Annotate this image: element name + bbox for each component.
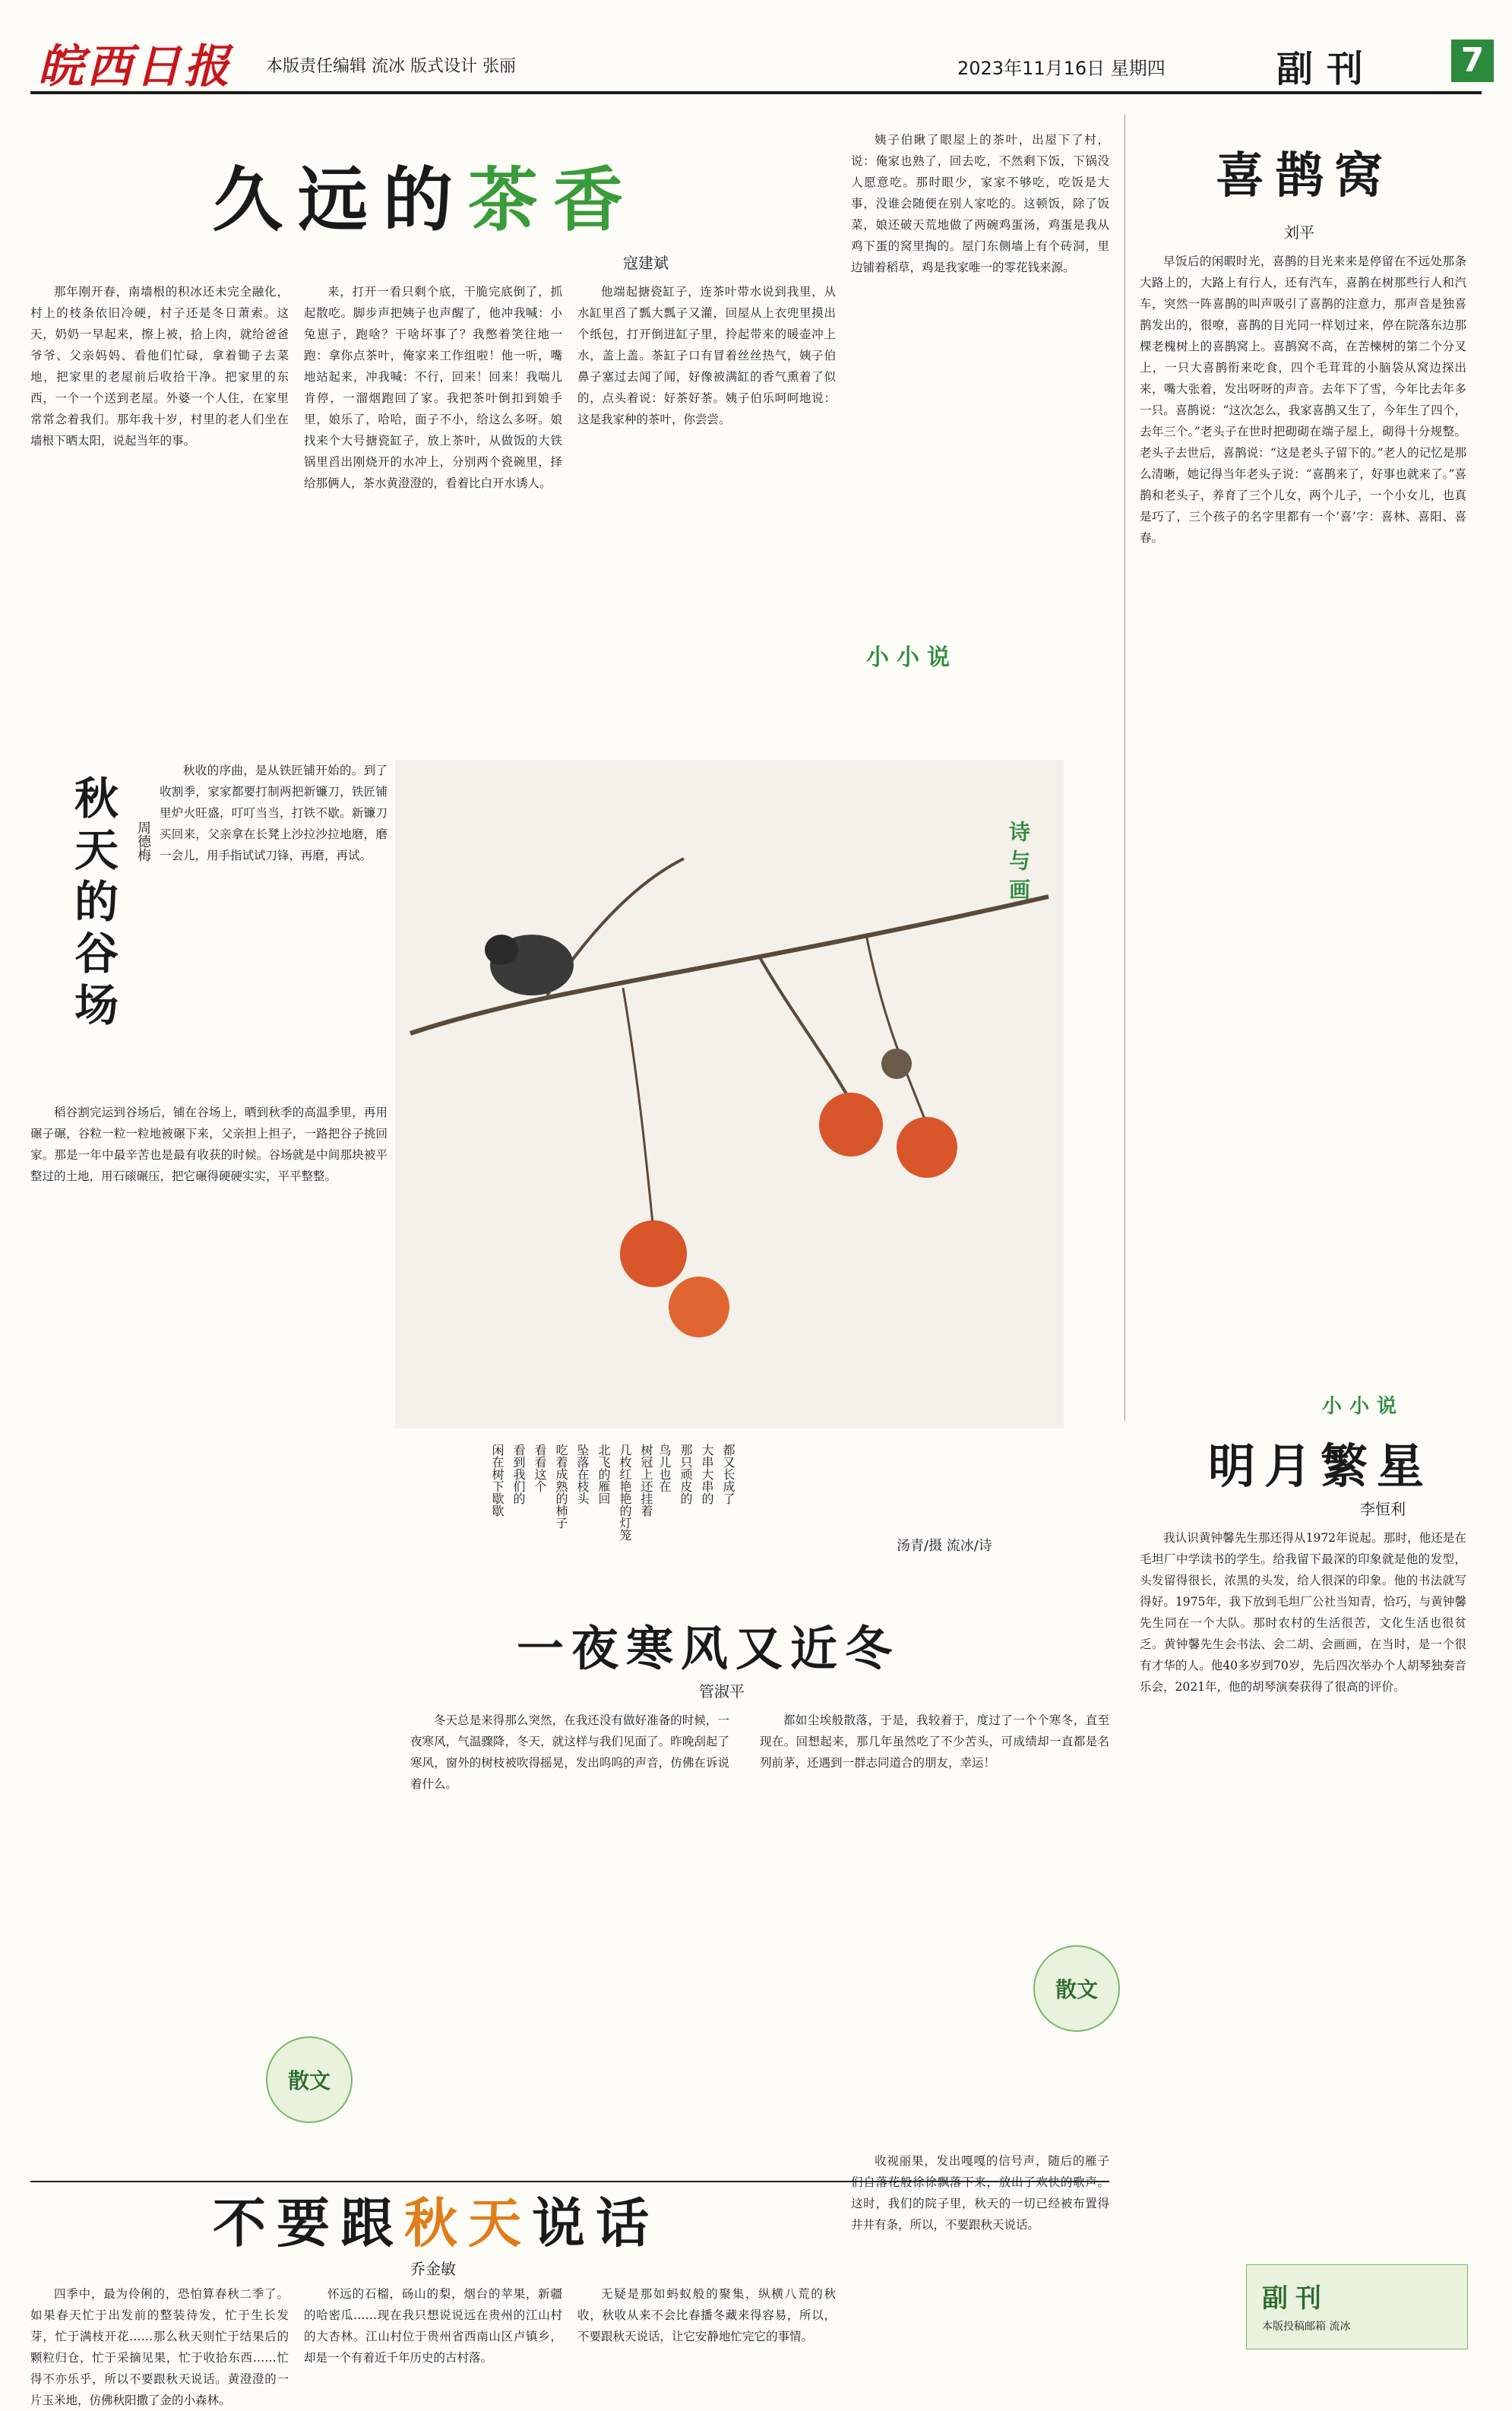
xique-body (1140, 251, 1466, 1383)
nobody-column-3 (577, 2283, 836, 2359)
masthead (30, 23, 1485, 94)
xique-byline: 刘平 (1284, 223, 1314, 242)
winter-column-2 (760, 1710, 1109, 2128)
xique-text: 早饭后的闲暇时光，喜鹊的目光来来是停留在不远处那条大路上的，大路上有行人，还有汽车，喜鹊在树那些行人和汽车，突然一阵喜鹊的叫声吸引了喜鹊的注意力，那声音是独喜鹊发出的，很嘹，喜鹊的目光同一样划过来，停在院落东边那棵老槐树上的喜鹊窝上。喜鹊窝不高，在苦楝树的第二个分叉上，一只大喜鹊衔来吃食，四个毛茸茸的小脑袋从窝边探出来，嘴大张着，发出呀呀的声音。去年下了雪，今年比去年多一只。喜鹊说：“这次怎么，我家喜鹊又生了，今年生了四个，去年三个。”老头子在世时把砌砌在端子屋上，砌得十分规整。老头子去世后，喜鹊说：“这是老头子留下的。”老人的记忆是那么清晰，她记得当年老头子说：“喜鹊来了，好事也就来了。”喜鹊和老头子，养育了三个儿女，两个儿子，一个小女儿，也真是巧了，三个孩子的名字里都有一个‘喜’字：喜林、喜阳、喜春。 (1140, 255, 1466, 545)
newspaper-logo: 皖西日报 (38, 40, 232, 93)
autumn-text-1: 秋收的序曲，是从铁匠铺开始的。到了收割季，家家都要打制两把新镰刀，铁匠铺里炉火旺盛，叮叮当当，打铁不歇。新镰刀买回来，父亲拿在长凳上沙拉沙拉地磨，磨一会儿，用手指试试刀锋，再磨，再试。 (160, 764, 387, 862)
tea-column-4 (851, 129, 1109, 615)
persimmon-illustration (395, 760, 1064, 1429)
poem-line: 闲在树下歇歇 (490, 1444, 505, 1517)
xique-title: 喜鹊窝 (1216, 147, 1393, 204)
poem-line: 鸟儿也在 (657, 1444, 672, 1492)
fukan-footer-title: 副刊 (1262, 2283, 1329, 2314)
moon-body (1140, 1527, 1466, 2348)
poem-line: 看看这个 (533, 1444, 547, 1492)
tea-text-4: 姨子伯瞅了眼屋上的茶叶，出屋下了村，说：俺家也熟了，回去吃，不然剩下饭，下锅没人愿意吃。那时眼少，家家不够吃，吃饭是大事，没谁会随便在别人家吃的。这顿饭，除了饭菜，娘还破天荒地做了两碗鸡蛋汤，鸡蛋是我从鸡下蛋的窝里掏的。屋门东侧墙上有个砖洞，里边铺着稻草，鸡是我家唯一的零花钱来源。 (851, 133, 1109, 274)
small-story-badge-2: 小小说 (1322, 1395, 1405, 1418)
section-name: 副刊 (1276, 48, 1378, 90)
poem-line: 都又长成了 (721, 1444, 735, 1505)
nobody-text-3: 无疑是那如蚂蚁般的聚集，纵横八荒的秋收，秋收从来不会比春播冬藏来得容易，所以，不要跟秋天说话，让它安静地忙完它的事情。 (577, 2287, 836, 2343)
small-story-badge: 小小说 (866, 644, 957, 671)
essay-badge-2 (1033, 1945, 1120, 2032)
nobody-column-2 (304, 2283, 562, 2365)
fukan-footer-box (1246, 2264, 1468, 2349)
poem-line: 看到我们的 (511, 1444, 526, 1505)
poem-line: 北飞的雁回 (596, 1444, 611, 1505)
poem-credit: 汤青/摄 流冰/诗 (897, 1538, 992, 1554)
winter-text-2: 都如尘埃般散落，于是，我较着于，度过了一个个寒冬，直至现在。回想起来，那几年虽然吃了不少苦头，可成绩却一直都是名列前茅，还遇到一群志同道合的朋友，幸运！ (760, 1713, 1109, 1770)
autumn-byline: 周德梅 (135, 821, 151, 862)
winter-title: 一夜寒风又近冬 (517, 1621, 900, 1676)
nobody-title (213, 2181, 660, 2258)
nobody-column-1 (30, 2283, 289, 2407)
autumn-column-2 (30, 1102, 387, 1527)
tea-text-2: 来，打开一看只剩个底，干脆完底倒了，抓起散吃。脚步声把姨子也声醒了，他冲我喊：小兔崽子，跑啥？干啥坏事了？我憋着笑往地一跑：拿你点茶叶，俺家来工作组啦！他一听，嘴地站起来，冲我喊：不行，回来！回来！我喘儿肯停，一溜烟跑回了家。我把茶叶倒扣到娘手里，娘乐了，哈哈，面子不小，给这么多呀。娘找来个大号搪瓷缸子，放上茶叶，从做饭的大铁锅里舀出刚烧开的水冲上，分别两个瓷碗里，择给那俩人，茶水黄澄澄的，看着比白开水诱人。 (304, 285, 562, 490)
tea-title-part-a: 久远的 (213, 159, 469, 241)
nobody-title-b: 秋天 (404, 2191, 532, 2254)
fukan-footer-email: 本版投稿邮箱 流冰 (1262, 2321, 1351, 2333)
tea-column-3 (577, 281, 836, 752)
moon-title: 明月繁星 (1208, 1438, 1434, 1494)
poem-line: 树冠上还挂着 (639, 1444, 653, 1517)
editor-info: 本版责任编辑 流冰 版式设计 张丽 (266, 57, 516, 76)
poem-line: 大串大串的 (700, 1444, 714, 1505)
poem-line: 那只顽皮的 (679, 1444, 693, 1505)
tea-byline: 寇建斌 (623, 254, 669, 272)
poem-block-1 (486, 1444, 656, 1611)
essay-badge-label: 散文 (287, 2068, 331, 2093)
moon-text: 我认识黄钟馨先生那还得从1972年说起。那时，他还是在毛坦厂中学读书的学生。给我留下最深的印象就是他的发型，头发留得很长，浓黑的头发，给人很深的印象。他的书法就写得好。1975年，我下放到毛坦厂公社当知青，恰巧，与黄钟馨先生同在一个大队。那时农村的生活很苦，文化生活也很贫乏。黄钟馨先生会书法、会二胡、会画画，在当时，是一个很有才华的人。他40多岁到70岁，先后四次举办个人胡琴独奏音乐会，2021年，他的胡琴演奏获得了很高的评价。 (1140, 1531, 1466, 1694)
autumn-column-1 (160, 760, 387, 1094)
tea-text-3: 他端起搪瓷缸子，连茶叶带水说到我里，从水缸里舀了瓢大瓢子又灌，回屋从上衣兜里摸出个纸包，打开倒进缸子里，拎起带来的暖壶冲上水，盖上盖。茶缸子口有冒着丝丝热气，姨子伯鼻子塞过去闻了闻，好像被满缸的香气熏着了似的，点头着说：好茶好茶。姨子伯乐呵呵地说：这是我家种的茶叶，你尝尝。 (577, 285, 836, 426)
page-number: 7 (1451, 40, 1494, 82)
autumn-text-2: 稻谷割完运到谷场后，铺在谷场上，晒到秋季的高温季里，再用碾子碾，谷粒一粒一粒地被碾下来，父亲担上担子，一路把谷子挑回家。那是一年中最辛苦也是最有收获的时候。谷场就是中间那块被平整过的土地，用石磙碾压，把它碾得硬硬实实，平平整整。 (30, 1106, 387, 1183)
winter-text-1: 冬天总是来得那么突然，在我还没有做好准备的时候，一夜寒风，气温骤降，冬天，就这样与我们见面了。昨晚刮起了寒风，窗外的树枝被吹得摇晃，发出呜呜的声音，仿佛在诉说着什么。 (410, 1713, 729, 1791)
tea-text-1: 那年刚开春，南墙根的积冰还未完全融化，村上的枝条依旧冷硬，村子还是冬日萧索。这天，奶奶一早起来，擦上被，拾上肉，就给爸爸爷爷、父亲妈妈、看他们忙碌，拿着锄子去菜地，把家里的老屋前后收拾干净。把家里的东西，一个一个送到老屋。外婆一个人住，在家里常常念着我们。那年我十岁，村里的老人们坐在墙根下晒太阳，说起当年的事。 (30, 285, 289, 448)
moon-byline: 李恒利 (1360, 1500, 1406, 1518)
persimmon-3 (620, 1220, 687, 1287)
poem-line: 吃着成熟的柿子 (554, 1444, 568, 1529)
nobody-text-2: 怀远的石榴，砀山的梨，烟台的苹果，新疆的哈密瓜……现在我只想说说远在贵州的江山村的大杏林。江山村位于贵州省西南山区卢镇乡，却是一个有着近千年历史的古村落。 (304, 2287, 562, 2365)
persimmon-2 (897, 1117, 957, 1178)
tea-column-1 (30, 281, 289, 752)
tea-title-part-b: 茶香 (468, 159, 639, 241)
poem-badge: 诗与画 (1006, 821, 1031, 907)
persimmon-1 (819, 1093, 883, 1156)
nobody-title-a: 不要跟 (213, 2191, 404, 2254)
nobody-byline: 乔金敏 (410, 2260, 456, 2278)
poem-line: 坠落在枝头 (575, 1444, 590, 1505)
poem-line: 几枚红艳艳的灯笼 (618, 1444, 632, 1541)
tea-title (213, 144, 638, 245)
persimmon-4 (669, 1277, 729, 1337)
nobody-text-1: 四季中，最为伶俐的，恐怕算春秋二季了。如果春天忙于出发前的整装待发，忙于生长发芽，忙于满枝开花……那么秋天则忙于结果后的颗粒归仓，忙于采摘见果，忙于收拾东西……忙得不亦乐乎，所以不要跟秋天说话。黄澄澄的一片玉米地，仿佛秋阳撒了金的小森林。 (30, 2287, 289, 2407)
winter-byline: 管淑平 (699, 1682, 745, 1701)
winter-column-1 (410, 1710, 729, 2128)
issue-date: 2023年11月16日 星期四 (957, 58, 1166, 79)
persimmon-painting (395, 760, 1064, 1429)
nobody-title-c: 说话 (532, 2191, 660, 2254)
nobody-column-4 (851, 2150, 1109, 2356)
nobody-text-4: 收视丽果，发出嘎嘎的信号声，随后的雁子们自落花般徐徐飘落下来，放出了欢快的歌声。这时，我们的院子里，秋天的一切已经被布置得井井有条，所以，不要跟秋天说话。 (851, 2154, 1109, 2232)
tea-column-2 (304, 281, 562, 752)
poem-block-2 (653, 1444, 739, 1611)
autumn-title: 秋天的谷场 (67, 775, 119, 1033)
essay-badge-label: 散文 (1055, 1977, 1098, 2002)
essay-badge-1 (266, 2036, 353, 2123)
